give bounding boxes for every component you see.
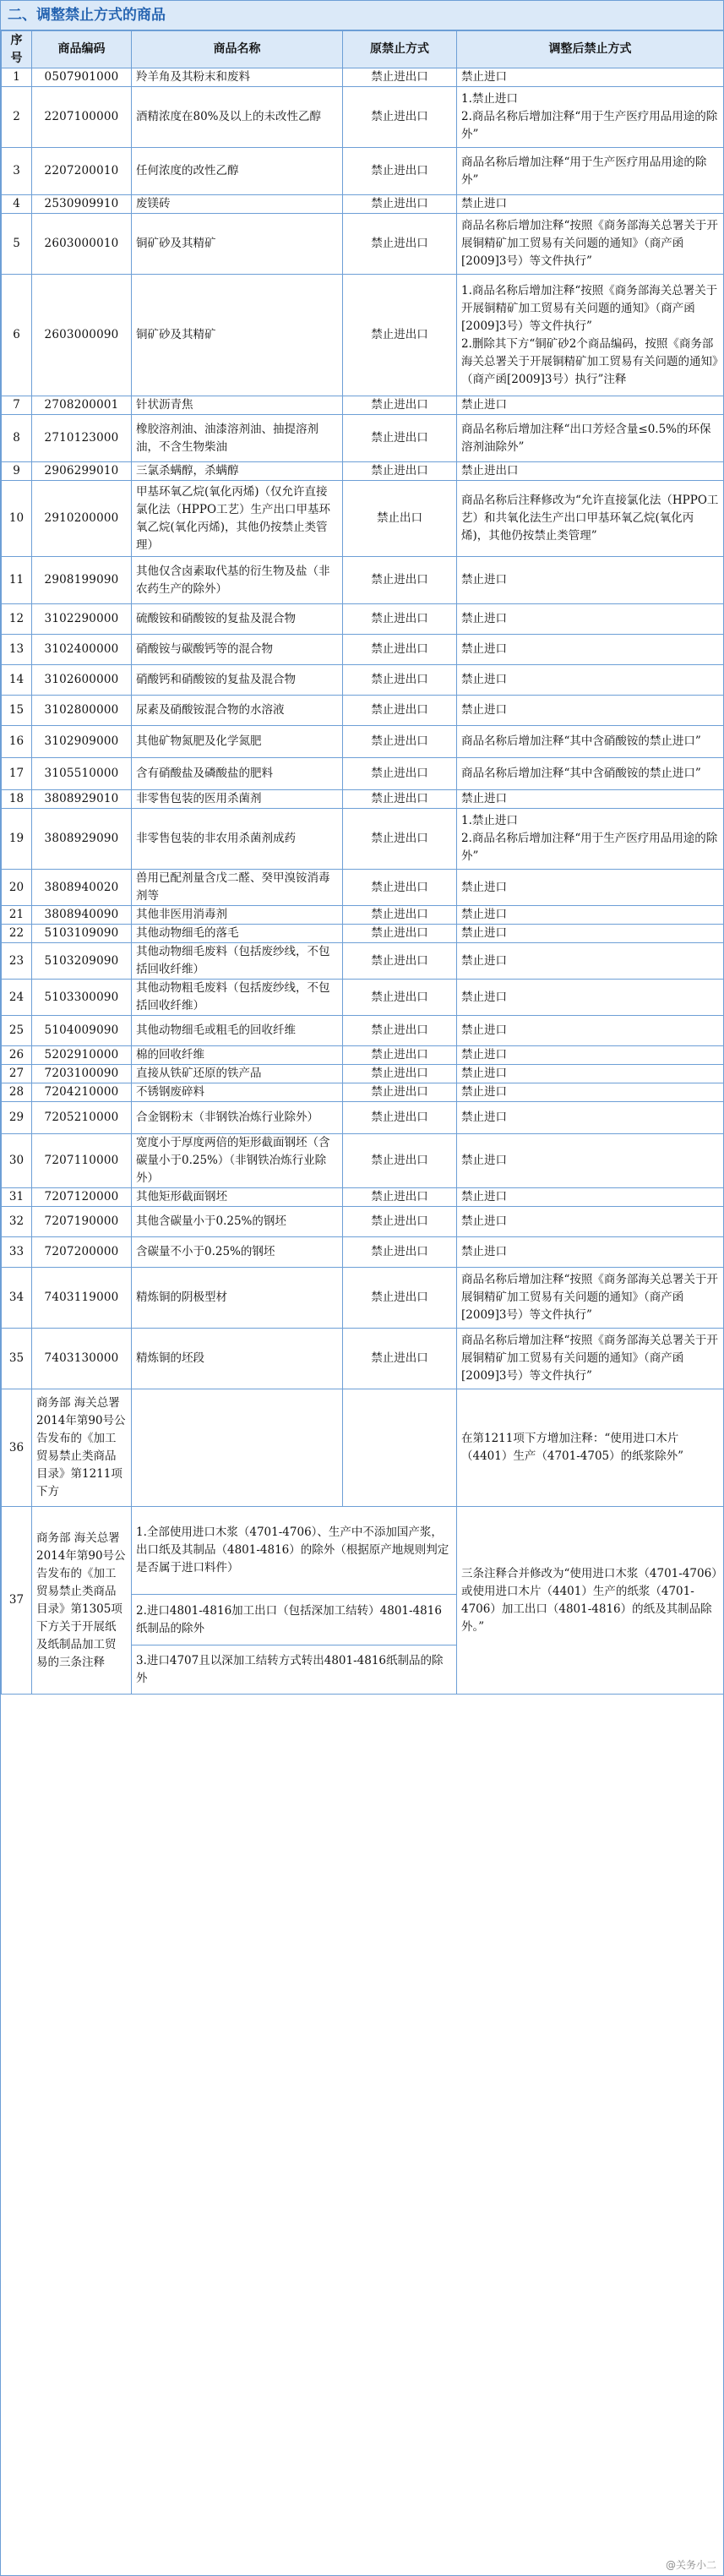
- adjusted-ban-method: 禁止进口: [457, 696, 724, 726]
- table-row: [2, 1207, 724, 1237]
- commodity-name: 其他含碳量小于0.25%的钢坯: [132, 1207, 343, 1237]
- commodity-name: 橡胶溶剂油、油漆溶剂油、抽提溶剂油，不含生物柴油: [132, 415, 343, 462]
- adjusted-ban-method: 禁止进口: [457, 1134, 724, 1188]
- adjusted-ban-method: 商品名称后增加注释“按照《商务部海关总署关于开展铜精矿加工贸易有关问题的通知》（商产函[2009]3号）等文件执行”: [457, 214, 724, 275]
- row-number: 20: [2, 870, 32, 906]
- row-number: 14: [2, 665, 32, 696]
- row-number: 12: [2, 604, 32, 635]
- row-number: 2: [2, 87, 32, 148]
- original-ban-method: 禁止进出口: [343, 148, 457, 195]
- adjusted-ban-method: 禁止进口: [457, 604, 724, 635]
- adjusted-ban-method: 禁止进口: [457, 925, 724, 943]
- commodity-code: 2530909910: [32, 195, 132, 214]
- original-ban-method: 禁止进出口: [343, 557, 457, 604]
- commodity-code: 7403119000: [32, 1268, 132, 1329]
- commodity-name: 其他动物粗毛废料（包括废纱线，不包括回收纤维）: [132, 980, 343, 1016]
- original-ban-method: 禁止进出口: [343, 1268, 457, 1329]
- table-row: [2, 809, 724, 870]
- row-number: 8: [2, 415, 32, 462]
- row-number: 25: [2, 1016, 32, 1046]
- table-row: [2, 925, 724, 943]
- commodity-code: 5202910000: [32, 1046, 132, 1065]
- original-ban-method: 禁止进出口: [343, 604, 457, 635]
- original-ban-method: 禁止进出口: [343, 195, 457, 214]
- original-ban-method: [343, 1389, 457, 1507]
- row-number: 23: [2, 943, 32, 980]
- original-ban-method: 禁止进出口: [343, 1207, 457, 1237]
- commodity-name: 废镁砖: [132, 195, 343, 214]
- table-body: [2, 68, 724, 1695]
- commodity-name: 其他动物细毛或粗毛的回收纤维: [132, 1016, 343, 1046]
- row-number: 34: [2, 1268, 32, 1329]
- adjusted-ban-method: 禁止进口: [457, 665, 724, 696]
- commodity-name: 其他仅含卤素取代基的衍生物及盐（非农药生产的除外）: [132, 557, 343, 604]
- original-ban-method: 禁止进出口: [343, 1237, 457, 1268]
- table-row: [2, 68, 724, 87]
- commodity-name: 硫酸铵和硝酸铵的复盐及混合物: [132, 604, 343, 635]
- adjusted-ban-method: 禁止进口: [457, 396, 724, 415]
- commodity-code: 2910200000: [32, 481, 132, 557]
- adjusted-ban-method: 禁止进口: [457, 1207, 724, 1237]
- commodity-code: 2603000090: [32, 275, 132, 396]
- original-ban-method: 禁止进出口: [343, 635, 457, 665]
- commodity-code: 2207200010: [32, 148, 132, 195]
- commodity-code: 7207190000: [32, 1207, 132, 1237]
- original-ban-method: 禁止进出口: [343, 1188, 457, 1207]
- commodity-code: 3102800000: [32, 696, 132, 726]
- original-ban-method: 禁止进出口: [343, 68, 457, 87]
- commodity-name: 精炼铜的坯段: [132, 1329, 343, 1389]
- table-row: [2, 87, 724, 148]
- row-number: 7: [2, 396, 32, 415]
- adjusted-ban-method: 商品名称后注释修改为“允许直接氯化法（HPPO工艺）和共氧化法生产出口甲基环氧乙烷(氧化丙烯)，其他仍按禁止类管理”: [457, 481, 724, 557]
- adjusted-ban-method: 禁止进口: [457, 870, 724, 906]
- commodity-name: 硝酸钙和硝酸铵的复盐及混合物: [132, 665, 343, 696]
- row-number: 4: [2, 195, 32, 214]
- commodity-code: 3808940020: [32, 870, 132, 906]
- header-row: [2, 31, 724, 68]
- original-ban-method: 禁止进出口: [343, 1046, 457, 1065]
- row-number: 27: [2, 1065, 32, 1083]
- original-ban-method: 禁止进出口: [343, 1065, 457, 1083]
- adjusted-ban-method: 禁止进口: [457, 1188, 724, 1207]
- commodity-code: 商务部 海关总署2014年第90号公告发布的《加工贸易禁止类商品目录》第1305项下方关于开展纸及纸制品加工贸易的三条注释: [32, 1507, 132, 1695]
- commodity-name-sub: 3.进口4707且以深加工结转方式转出4801-4816纸制品的除外: [132, 1645, 457, 1695]
- commodity-name: 其他矿物氮肥及化学氮肥: [132, 726, 343, 758]
- original-ban-method: 禁止进出口: [343, 906, 457, 925]
- adjusted-ban-method: 禁止进口: [457, 943, 724, 980]
- commodity-name-sub: 2.进口4801-4816加工出口（包括深加工结转）4801-4816纸制品的除外: [132, 1595, 457, 1645]
- original-ban-method: 禁止进出口: [343, 925, 457, 943]
- table-row: [2, 665, 724, 696]
- adjusted-ban-method: 商品名称后增加注释“按照《商务部海关总署关于开展铜精矿加工贸易有关问题的通知》（商产函[2009]3号）等文件执行”: [457, 1329, 724, 1389]
- row-number: 5: [2, 214, 32, 275]
- table-row: [2, 604, 724, 635]
- adjusted-ban-method: 禁止进口: [457, 195, 724, 214]
- adjusted-ban-method: 商品名称后增加注释“其中含硝酸铵的禁止进口”: [457, 726, 724, 758]
- adjusted-ban-method: 禁止进口: [457, 906, 724, 925]
- commodity-name: 合金钢粉末（非钢铁冶炼行业除外）: [132, 1102, 343, 1134]
- commodity-name: 酒精浓度在80%及以上的未改性乙醇: [132, 87, 343, 148]
- row-number: 3: [2, 148, 32, 195]
- commodity-name: 兽用已配剂量含戊二醛、癸甲溴铵消毒剂等: [132, 870, 343, 906]
- row-number: 15: [2, 696, 32, 726]
- commodity-name: 尿素及硝酸铵混合物的水溶液: [132, 696, 343, 726]
- adjusted-ban-method: 禁止进口: [457, 1046, 724, 1065]
- row-number: 37: [2, 1507, 32, 1695]
- adjusted-ban-method: 禁止进出口: [457, 462, 724, 481]
- commodity-code: 3808940090: [32, 906, 132, 925]
- original-ban-method: 禁止进出口: [343, 462, 457, 481]
- commodity-code: 商务部 海关总署2014年第90号公告发布的《加工贸易禁止类商品目录》第1211项下方: [32, 1389, 132, 1507]
- table-row: [2, 214, 724, 275]
- table-row: [2, 481, 724, 557]
- table-row: [2, 1329, 724, 1389]
- section-title: 二、调整禁止方式的商品: [1, 1, 723, 30]
- commodity-table: [1, 30, 724, 1695]
- commodity-name: 铜矿砂及其精矿: [132, 275, 343, 396]
- table-row: [2, 148, 724, 195]
- commodity-code: 7207110000: [32, 1134, 132, 1188]
- commodity-name: 硝酸铵与碳酸钙等的混合物: [132, 635, 343, 665]
- original-ban-method: 禁止进出口: [343, 1083, 457, 1102]
- commodity-code: 3102909000: [32, 726, 132, 758]
- commodity-name: 其他动物细毛的落毛: [132, 925, 343, 943]
- commodity-name: 羚羊角及其粉末和废料: [132, 68, 343, 87]
- original-ban-method: 禁止进出口: [343, 214, 457, 275]
- header-no: 序号: [2, 31, 32, 68]
- adjusted-ban-method: 禁止进口: [457, 1016, 724, 1046]
- commodity-name: 任何浓度的改性乙醇: [132, 148, 343, 195]
- commodity-code: 3808929010: [32, 790, 132, 809]
- table-row: [2, 1507, 724, 1595]
- row-number: 1: [2, 68, 32, 87]
- original-ban-method: 禁止进出口: [343, 665, 457, 696]
- commodity-name: 针状沥青焦: [132, 396, 343, 415]
- original-ban-method: 禁止进出口: [343, 790, 457, 809]
- table-row: [2, 1268, 724, 1329]
- commodity-name: 甲基环氧乙烷(氧化丙烯)（仅允许直接氯化法（HPPO工艺）生产出口甲基环氧乙烷(氧化丙烯)，其他仍按禁止类管理）: [132, 481, 343, 557]
- row-number: 21: [2, 906, 32, 925]
- commodity-code: 3102600000: [32, 665, 132, 696]
- table-row: [2, 195, 724, 214]
- commodity-code: 5103300090: [32, 980, 132, 1016]
- header-orig: 原禁止方式: [343, 31, 457, 68]
- adjusted-ban-method: 禁止进口: [457, 1065, 724, 1083]
- commodity-code: 3102400000: [32, 635, 132, 665]
- table-row: [2, 1188, 724, 1207]
- adjusted-ban-method: 商品名称后增加注释“其中含硝酸铵的禁止进口”: [457, 758, 724, 790]
- commodity-name: 宽度小于厚度两倍的矩形截面钢坯（含碳量小于0.25%）（非钢铁冶炼行业除外）: [132, 1134, 343, 1188]
- adjusted-ban-method: 商品名称后增加注释“按照《商务部海关总署关于开展铜精矿加工贸易有关问题的通知》（商产函[2009]3号）等文件执行”: [457, 1268, 724, 1329]
- commodity-code: 2207100000: [32, 87, 132, 148]
- row-number: 10: [2, 481, 32, 557]
- row-number: 19: [2, 809, 32, 870]
- adjusted-ban-method: 禁止进口: [457, 790, 724, 809]
- adjusted-ban-method: 三条注释合并修改为“使用进口木浆（4701-4706）或使用进口木片（4401）生产的纸浆（4701-4706）加工出口（4801-4816）的纸及其制品除外。”: [457, 1507, 724, 1695]
- original-ban-method: 禁止进出口: [343, 696, 457, 726]
- adjusted-ban-method: 商品名称后增加注释“出口芳烃含量≤0.5%的环保溶剂油除外”: [457, 415, 724, 462]
- commodity-code: 7203100090: [32, 1065, 132, 1083]
- header-adj: 调整后禁止方式: [457, 31, 724, 68]
- row-number: 31: [2, 1188, 32, 1207]
- commodity-code: 3102290000: [32, 604, 132, 635]
- table-row: [2, 790, 724, 809]
- row-number: 33: [2, 1237, 32, 1268]
- commodity-code: 7403130000: [32, 1329, 132, 1389]
- table-row: [2, 415, 724, 462]
- table-row: [2, 1046, 724, 1065]
- original-ban-method: 禁止进出口: [343, 87, 457, 148]
- table-row: [2, 1083, 724, 1102]
- commodity-code: 2710123000: [32, 415, 132, 462]
- adjusted-ban-method: 禁止进口: [457, 557, 724, 604]
- row-number: 6: [2, 275, 32, 396]
- row-number: 18: [2, 790, 32, 809]
- row-number: 36: [2, 1389, 32, 1507]
- original-ban-method: 禁止进出口: [343, 758, 457, 790]
- original-ban-method: 禁止进出口: [343, 1134, 457, 1188]
- adjusted-ban-method: 禁止进口: [457, 980, 724, 1016]
- commodity-name: 棉的回收纤维: [132, 1046, 343, 1065]
- commodity-name: 其他非医用消毒剂: [132, 906, 343, 925]
- commodity-name: 不锈钢废碎料: [132, 1083, 343, 1102]
- commodity-name: 其他动物细毛废料（包括废纱线，不包括回收纤维）: [132, 943, 343, 980]
- row-number: 16: [2, 726, 32, 758]
- adjusted-ban-method: 商品名称后增加注释“用于生产医疗用品用途的除外”: [457, 148, 724, 195]
- table-row: [2, 557, 724, 604]
- commodity-code: 7207120000: [32, 1188, 132, 1207]
- adjusted-ban-method: 在第1211项下方增加注释：“使用进口木片（4401）生产（4701-4705）的纸浆除外”: [457, 1389, 724, 1507]
- row-number: 11: [2, 557, 32, 604]
- table-row: [2, 943, 724, 980]
- watermark: @关务小二: [665, 2559, 716, 2571]
- header-code: 商品编码: [32, 31, 132, 68]
- table-row: [2, 906, 724, 925]
- table-row: [2, 870, 724, 906]
- commodity-name: 其他矩形截面钢坯: [132, 1188, 343, 1207]
- commodity-code: 5103209090: [32, 943, 132, 980]
- row-number: 30: [2, 1134, 32, 1188]
- adjusted-ban-method: 禁止进口: [457, 1237, 724, 1268]
- commodity-code: 2906299010: [32, 462, 132, 481]
- row-number: 13: [2, 635, 32, 665]
- commodity-name-sub: 1.全部使用进口木浆（4701-4706）、生产中不添加国产浆，出口纸及其制品（4801-4816）的除外（根据原产地规则判定是否属于进口料件）: [132, 1507, 457, 1595]
- original-ban-method: 禁止进出口: [343, 396, 457, 415]
- commodity-code: 2708200001: [32, 396, 132, 415]
- adjusted-ban-method: 1.商品名称后增加注释“按照《商务部海关总署关于开展铜精矿加工贸易有关问题的通知》（商产函[2009]3号）等文件执行” 2.删除其下方“铜矿砂2个商品编码，按照《商务部海关总署关于开展铜精矿加工贸易有关问题的通知》（商产函[2009]3号）执行”注释: [457, 275, 724, 396]
- original-ban-method: 禁止进出口: [343, 809, 457, 870]
- table-row: [2, 1065, 724, 1083]
- table-row: [2, 1016, 724, 1046]
- commodity-name: 含有硝酸盐及磷酸盐的肥料: [132, 758, 343, 790]
- row-number: 26: [2, 1046, 32, 1065]
- commodity-code: 7207200000: [32, 1237, 132, 1268]
- row-number: 24: [2, 980, 32, 1016]
- commodity-code: 5104009090: [32, 1016, 132, 1046]
- original-ban-method: 禁止进出口: [343, 726, 457, 758]
- original-ban-method: 禁止进出口: [343, 1102, 457, 1134]
- adjusted-ban-method: 禁止进口: [457, 68, 724, 87]
- table-row: [2, 1134, 724, 1188]
- adjusted-ban-method: 1.禁止进口 2.商品名称后增加注释“用于生产医疗用品用途的除外”: [457, 809, 724, 870]
- commodity-name: 直接从铁矿还原的铁产品: [132, 1065, 343, 1083]
- adjusted-ban-method: 禁止进口: [457, 1083, 724, 1102]
- commodity-code: 3105510000: [32, 758, 132, 790]
- commodity-code: 7204210000: [32, 1083, 132, 1102]
- table-row: [2, 1389, 724, 1507]
- commodity-name: 铜矿砂及其精矿: [132, 214, 343, 275]
- commodity-code: 7205210000: [32, 1102, 132, 1134]
- table-row: [2, 980, 724, 1016]
- table-row: [2, 396, 724, 415]
- original-ban-method: 禁止进出口: [343, 980, 457, 1016]
- original-ban-method: 禁止进出口: [343, 870, 457, 906]
- table-row: [2, 726, 724, 758]
- original-ban-method: 禁止出口: [343, 481, 457, 557]
- row-number: 35: [2, 1329, 32, 1389]
- adjusted-ban-method: 1.禁止进口 2.商品名称后增加注释“用于生产医疗用品用途的除外”: [457, 87, 724, 148]
- commodity-name: 非零售包装的医用杀菌剂: [132, 790, 343, 809]
- commodity-code: 2603000010: [32, 214, 132, 275]
- row-number: 29: [2, 1102, 32, 1134]
- commodity-name: 含碳量不小于0.25%的钢坯: [132, 1237, 343, 1268]
- original-ban-method: 禁止进出口: [343, 1329, 457, 1389]
- commodity-name: 精炼铜的阴极型材: [132, 1268, 343, 1329]
- commodity-name: 非零售包装的非农用杀菌剂成药: [132, 809, 343, 870]
- table-row: [2, 275, 724, 396]
- commodity-name: 三氯杀螨醇，杀螨醇: [132, 462, 343, 481]
- header-name: 商品名称: [132, 31, 343, 68]
- commodity-code: 2908199090: [32, 557, 132, 604]
- commodity-code: 0507901000: [32, 68, 132, 87]
- table-row: [2, 462, 724, 481]
- original-ban-method: 禁止进出口: [343, 415, 457, 462]
- original-ban-method: 禁止进出口: [343, 275, 457, 396]
- commodity-name: [132, 1389, 343, 1507]
- table-row: [2, 1237, 724, 1268]
- adjusted-ban-method: 禁止进口: [457, 635, 724, 665]
- commodity-code: 3808929090: [32, 809, 132, 870]
- adjusted-ban-method: 禁止进口: [457, 1102, 724, 1134]
- table-row: [2, 696, 724, 726]
- table-row: [2, 635, 724, 665]
- table-row: [2, 1102, 724, 1134]
- row-number: 22: [2, 925, 32, 943]
- row-number: 17: [2, 758, 32, 790]
- row-number: 9: [2, 462, 32, 481]
- row-number: 32: [2, 1207, 32, 1237]
- commodity-code: 5103109090: [32, 925, 132, 943]
- table-row: [2, 758, 724, 790]
- original-ban-method: 禁止进出口: [343, 1016, 457, 1046]
- row-number: 28: [2, 1083, 32, 1102]
- original-ban-method: 禁止进出口: [343, 943, 457, 980]
